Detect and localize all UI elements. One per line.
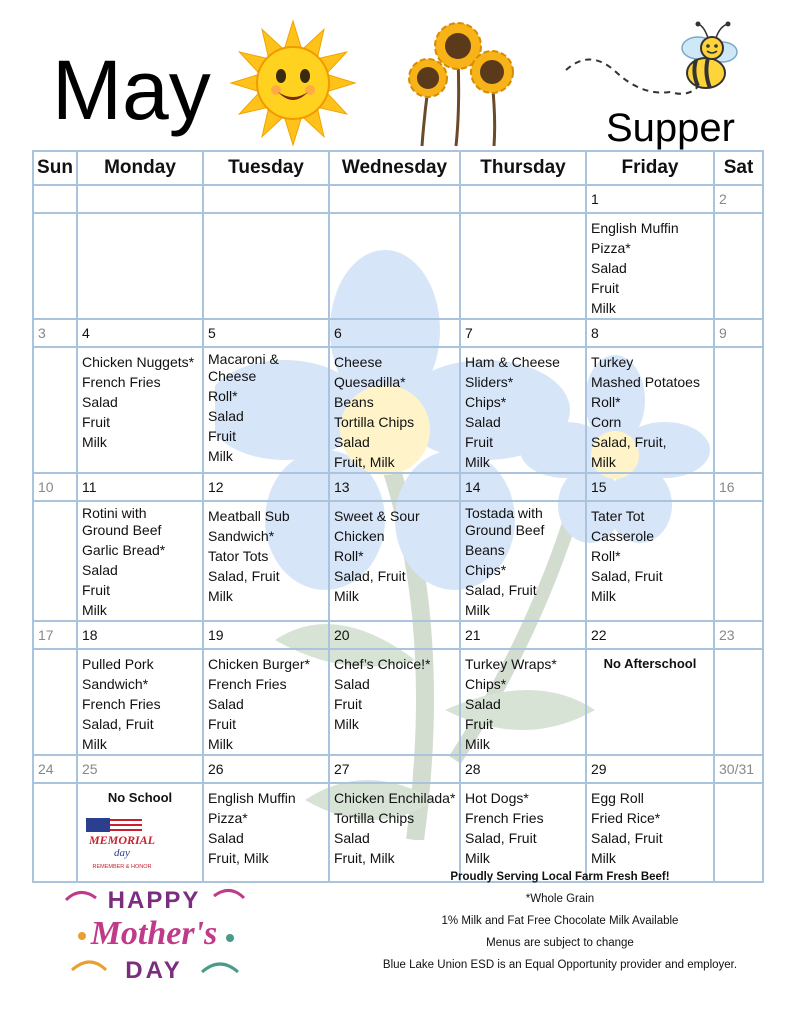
menu-item: Fruit (82, 582, 110, 598)
mothers-day-line1: HAPPY (107, 887, 201, 914)
menu-item: Salad, Fruit (465, 582, 537, 598)
menu-item: Milk (208, 588, 233, 604)
date-cell: 14 (460, 473, 586, 501)
date-cell: 12 (203, 473, 329, 501)
date-cell: 22 (586, 621, 714, 649)
menu-item: Quesadilla* (334, 374, 406, 390)
menu-item: Chicken Enchilada* (334, 790, 456, 806)
menu-item: Macaroni & (208, 351, 279, 367)
meal-cell (77, 347, 203, 473)
memorial-line3: REMEMBER & HONOR (92, 864, 152, 870)
date-cell: 27 (329, 755, 460, 783)
meal-cell (714, 501, 763, 621)
menu-item: French Fries (82, 374, 161, 390)
month-title: May (52, 43, 211, 137)
menu-item: English Muffin (591, 220, 679, 236)
mothers-day-line2: Mother's (90, 915, 218, 952)
weekday-header-tuesday: Tuesday (203, 151, 329, 185)
menu-item: Pizza* (591, 240, 631, 256)
menu-item: Tostada with (465, 505, 543, 521)
meal-type-title: Supper (606, 106, 735, 150)
menu-item: Sandwich* (82, 676, 149, 692)
weekday-header-friday: Friday (586, 151, 714, 185)
date-cell: 29 (586, 755, 714, 783)
menu-item: Salad (208, 830, 244, 846)
menu-item: Milk (465, 736, 490, 752)
date-cell: 2 (714, 185, 763, 213)
menu-item: Casserole (591, 528, 655, 544)
menu-item: Egg Roll (591, 790, 644, 806)
menu-item: Milk (208, 448, 233, 464)
menu-item: Salad (465, 414, 501, 430)
menu-item: Fried Rice* (591, 810, 661, 826)
menu-item: Milk (465, 602, 490, 618)
no-afterschool-notice: No Afterschool (603, 656, 697, 671)
meal-cell (77, 783, 203, 882)
date-cell: 10 (33, 473, 77, 501)
menu-item: English Muffin (208, 790, 296, 806)
menu-item: Milk (591, 300, 616, 316)
date-cell: 15 (586, 473, 714, 501)
date-cell: 25 (77, 755, 203, 783)
date-cell (329, 185, 460, 213)
date-cell: 18 (77, 621, 203, 649)
menu-item: Ham & Cheese (465, 354, 560, 370)
menu-item: Cheese (208, 368, 257, 384)
weekday-header-wednesday: Wednesday (329, 151, 460, 185)
menu-item: Chef’s Choice!* (334, 656, 431, 672)
date-cell: 11 (77, 473, 203, 501)
menu-item: Fruit (82, 414, 110, 430)
meal-cell (586, 347, 714, 473)
menu-item: Milk (591, 454, 616, 470)
menu-item: Salad (591, 260, 627, 276)
memorial-day-logo (82, 814, 162, 876)
menu-item: Salad (334, 676, 370, 692)
no-school-notice: No School (107, 790, 173, 805)
date-row (33, 185, 763, 213)
date-cell (77, 185, 203, 213)
menu-item: Milk (591, 588, 616, 604)
footer-whole-grain: *Whole Grain (525, 893, 595, 905)
menu-item: French Fries (82, 696, 161, 712)
menu-item: Milk (82, 736, 107, 752)
date-cell: 26 (203, 755, 329, 783)
date-cell: 3 (33, 319, 77, 347)
menu-item: Beans (334, 394, 374, 410)
menu-item: Milk (465, 850, 490, 866)
weekday-header-monday: Monday (77, 151, 203, 185)
meal-cell (203, 783, 329, 882)
date-cell: 7 (460, 319, 586, 347)
meal-cell (329, 649, 460, 755)
menu-item: Fruit (208, 428, 236, 444)
menu-item: Fruit (465, 434, 493, 450)
meal-cell (714, 649, 763, 755)
menu-item: Chips* (465, 562, 507, 578)
date-cell: 20 (329, 621, 460, 649)
meal-cell (77, 501, 203, 621)
menu-item: Roll* (334, 548, 364, 564)
menu-item: Pulled Pork (82, 656, 154, 672)
menu-item: Milk (208, 736, 233, 752)
meal-cell (33, 347, 77, 473)
meal-cell (460, 501, 586, 621)
date-cell: 4 (77, 319, 203, 347)
footer-notes (360, 866, 760, 976)
menu-item: French Fries (465, 810, 544, 826)
meal-row (33, 501, 763, 621)
menu-item: Fruit (208, 716, 236, 732)
menu-item: Chicken Nuggets* (82, 354, 195, 370)
menu-item: Sandwich* (208, 528, 275, 544)
footer-subject-to-change: Menus are subject to change (486, 937, 634, 949)
date-cell: 19 (203, 621, 329, 649)
meal-cell (33, 213, 77, 319)
meal-cell (329, 501, 460, 621)
meal-cell (203, 213, 329, 319)
menu-item: Garlic Bread* (82, 542, 166, 558)
menu-item: Chicken Burger* (208, 656, 310, 672)
meal-row (33, 649, 763, 755)
date-cell: 13 (329, 473, 460, 501)
date-cell: 5 (203, 319, 329, 347)
bee-icon (560, 18, 750, 113)
menu-item: French Fries (208, 676, 287, 692)
sunflowers-icon (400, 18, 525, 148)
menu-item: Sliders* (465, 374, 514, 390)
date-cell (33, 185, 77, 213)
mothers-day-line3: DAY (125, 957, 183, 984)
menu-item: Chips* (465, 394, 507, 410)
menu-item: Pizza* (208, 810, 248, 826)
menu-item: Milk (334, 588, 359, 604)
date-cell (460, 185, 586, 213)
menu-item: Salad (208, 408, 244, 424)
menu-item: Fruit, Milk (334, 850, 395, 866)
menu-item: Salad, Fruit, (591, 434, 667, 450)
menu-item: Salad, Fruit (82, 716, 154, 732)
menu-item: Chips* (465, 676, 507, 692)
date-cell: 28 (460, 755, 586, 783)
date-cell: 17 (33, 621, 77, 649)
menu-item: Milk (334, 716, 359, 732)
meal-cell (460, 649, 586, 755)
meal-cell (203, 649, 329, 755)
date-cell: 8 (586, 319, 714, 347)
menu-item: Salad, Fruit (465, 830, 537, 846)
menu-item: Rotini with (82, 505, 147, 521)
meal-cell (203, 347, 329, 473)
menu-item: Turkey (591, 354, 634, 370)
menu-item: Salad (334, 434, 370, 450)
date-cell: 9 (714, 319, 763, 347)
date-row (33, 755, 763, 783)
meal-row (33, 213, 763, 319)
weekday-header-row (33, 151, 763, 185)
date-cell: 23 (714, 621, 763, 649)
menu-item: Mashed Potatoes (591, 374, 700, 390)
menu-item: Cheese (334, 354, 383, 370)
meal-cell (329, 347, 460, 473)
date-row (33, 621, 763, 649)
menu-item: Ground Beef (82, 522, 162, 538)
weekday-header-sun: Sun (33, 151, 77, 185)
menu-item: Salad, Fruit (334, 568, 406, 584)
meal-cell (33, 783, 77, 882)
weekday-header-thursday: Thursday (460, 151, 586, 185)
menu-item: Sweet & Sour (334, 508, 420, 524)
menu-item: Beans (465, 542, 505, 558)
memorial-line1: MEMORIAL (88, 833, 156, 847)
menu-item: Tortilla Chips (334, 414, 415, 430)
meal-cell (460, 213, 586, 319)
mothers-day-graphic (62, 878, 247, 990)
meal-cell (329, 213, 460, 319)
date-cell: 1 (586, 185, 714, 213)
menu-item: Milk (591, 850, 616, 866)
date-row (33, 473, 763, 501)
menu-item: Tater Tot (591, 508, 645, 524)
calendar-grid (32, 150, 764, 883)
menu-item: Salad (334, 830, 370, 846)
meal-cell (33, 649, 77, 755)
date-cell: 6 (329, 319, 460, 347)
menu-item: Roll* (591, 548, 621, 564)
date-cell: 24 (33, 755, 77, 783)
date-cell: 16 (714, 473, 763, 501)
menu-item: Tator Tots (208, 548, 269, 564)
menu-item: Salad, Fruit (591, 568, 663, 584)
menu-item: Milk (465, 454, 490, 470)
menu-item: Fruit (591, 280, 619, 296)
menu-item: Milk (82, 434, 107, 450)
menu-item: Milk (82, 602, 107, 618)
menu-item: Tortilla Chips (334, 810, 415, 826)
menu-item: Fruit (334, 696, 362, 712)
footer-local-beef: Proudly Serving Local Farm Fresh Beef! (450, 871, 670, 883)
menu-item: Fruit (465, 716, 493, 732)
date-cell: 30/31 (714, 755, 763, 783)
menu-item: Salad, Fruit (208, 568, 280, 584)
menu-item: Chicken (334, 528, 385, 544)
date-row (33, 319, 763, 347)
menu-item: Salad (208, 696, 244, 712)
date-cell (203, 185, 329, 213)
meal-cell (714, 347, 763, 473)
memorial-line2: day (114, 847, 130, 859)
date-cell: 21 (460, 621, 586, 649)
meal-cell (586, 213, 714, 319)
meal-cell (33, 501, 77, 621)
menu-item: Salad (82, 394, 118, 410)
meal-cell (714, 213, 763, 319)
menu-item: Meatball Sub (208, 508, 290, 524)
meal-cell (203, 501, 329, 621)
footer-milk-available: 1% Milk and Fat Free Chocolate Milk Available (441, 915, 679, 927)
menu-item: Turkey Wraps* (465, 656, 557, 672)
menu-item: Salad (82, 562, 118, 578)
menu-item: Ground Beef (465, 522, 545, 538)
menu-item: Roll* (591, 394, 621, 410)
meal-cell (586, 501, 714, 621)
menu-item: Salad (465, 696, 501, 712)
meal-cell (77, 213, 203, 319)
meal-cell (77, 649, 203, 755)
weekday-header-sat: Sat (714, 151, 763, 185)
menu-item: Corn (591, 414, 622, 430)
menu-item: Fruit, Milk (334, 454, 395, 470)
meal-cell (586, 649, 714, 755)
sun-icon (228, 18, 358, 148)
menu-item: Salad, Fruit (591, 830, 663, 846)
footer-equal-opportunity: Blue Lake Union ESD is an Equal Opportunity provider and employer. (382, 959, 738, 971)
menu-item: Hot Dogs* (465, 790, 529, 806)
meal-row (33, 347, 763, 473)
menu-item: Roll* (208, 388, 238, 404)
meal-cell (460, 347, 586, 473)
menu-item: Fruit, Milk (208, 850, 269, 866)
